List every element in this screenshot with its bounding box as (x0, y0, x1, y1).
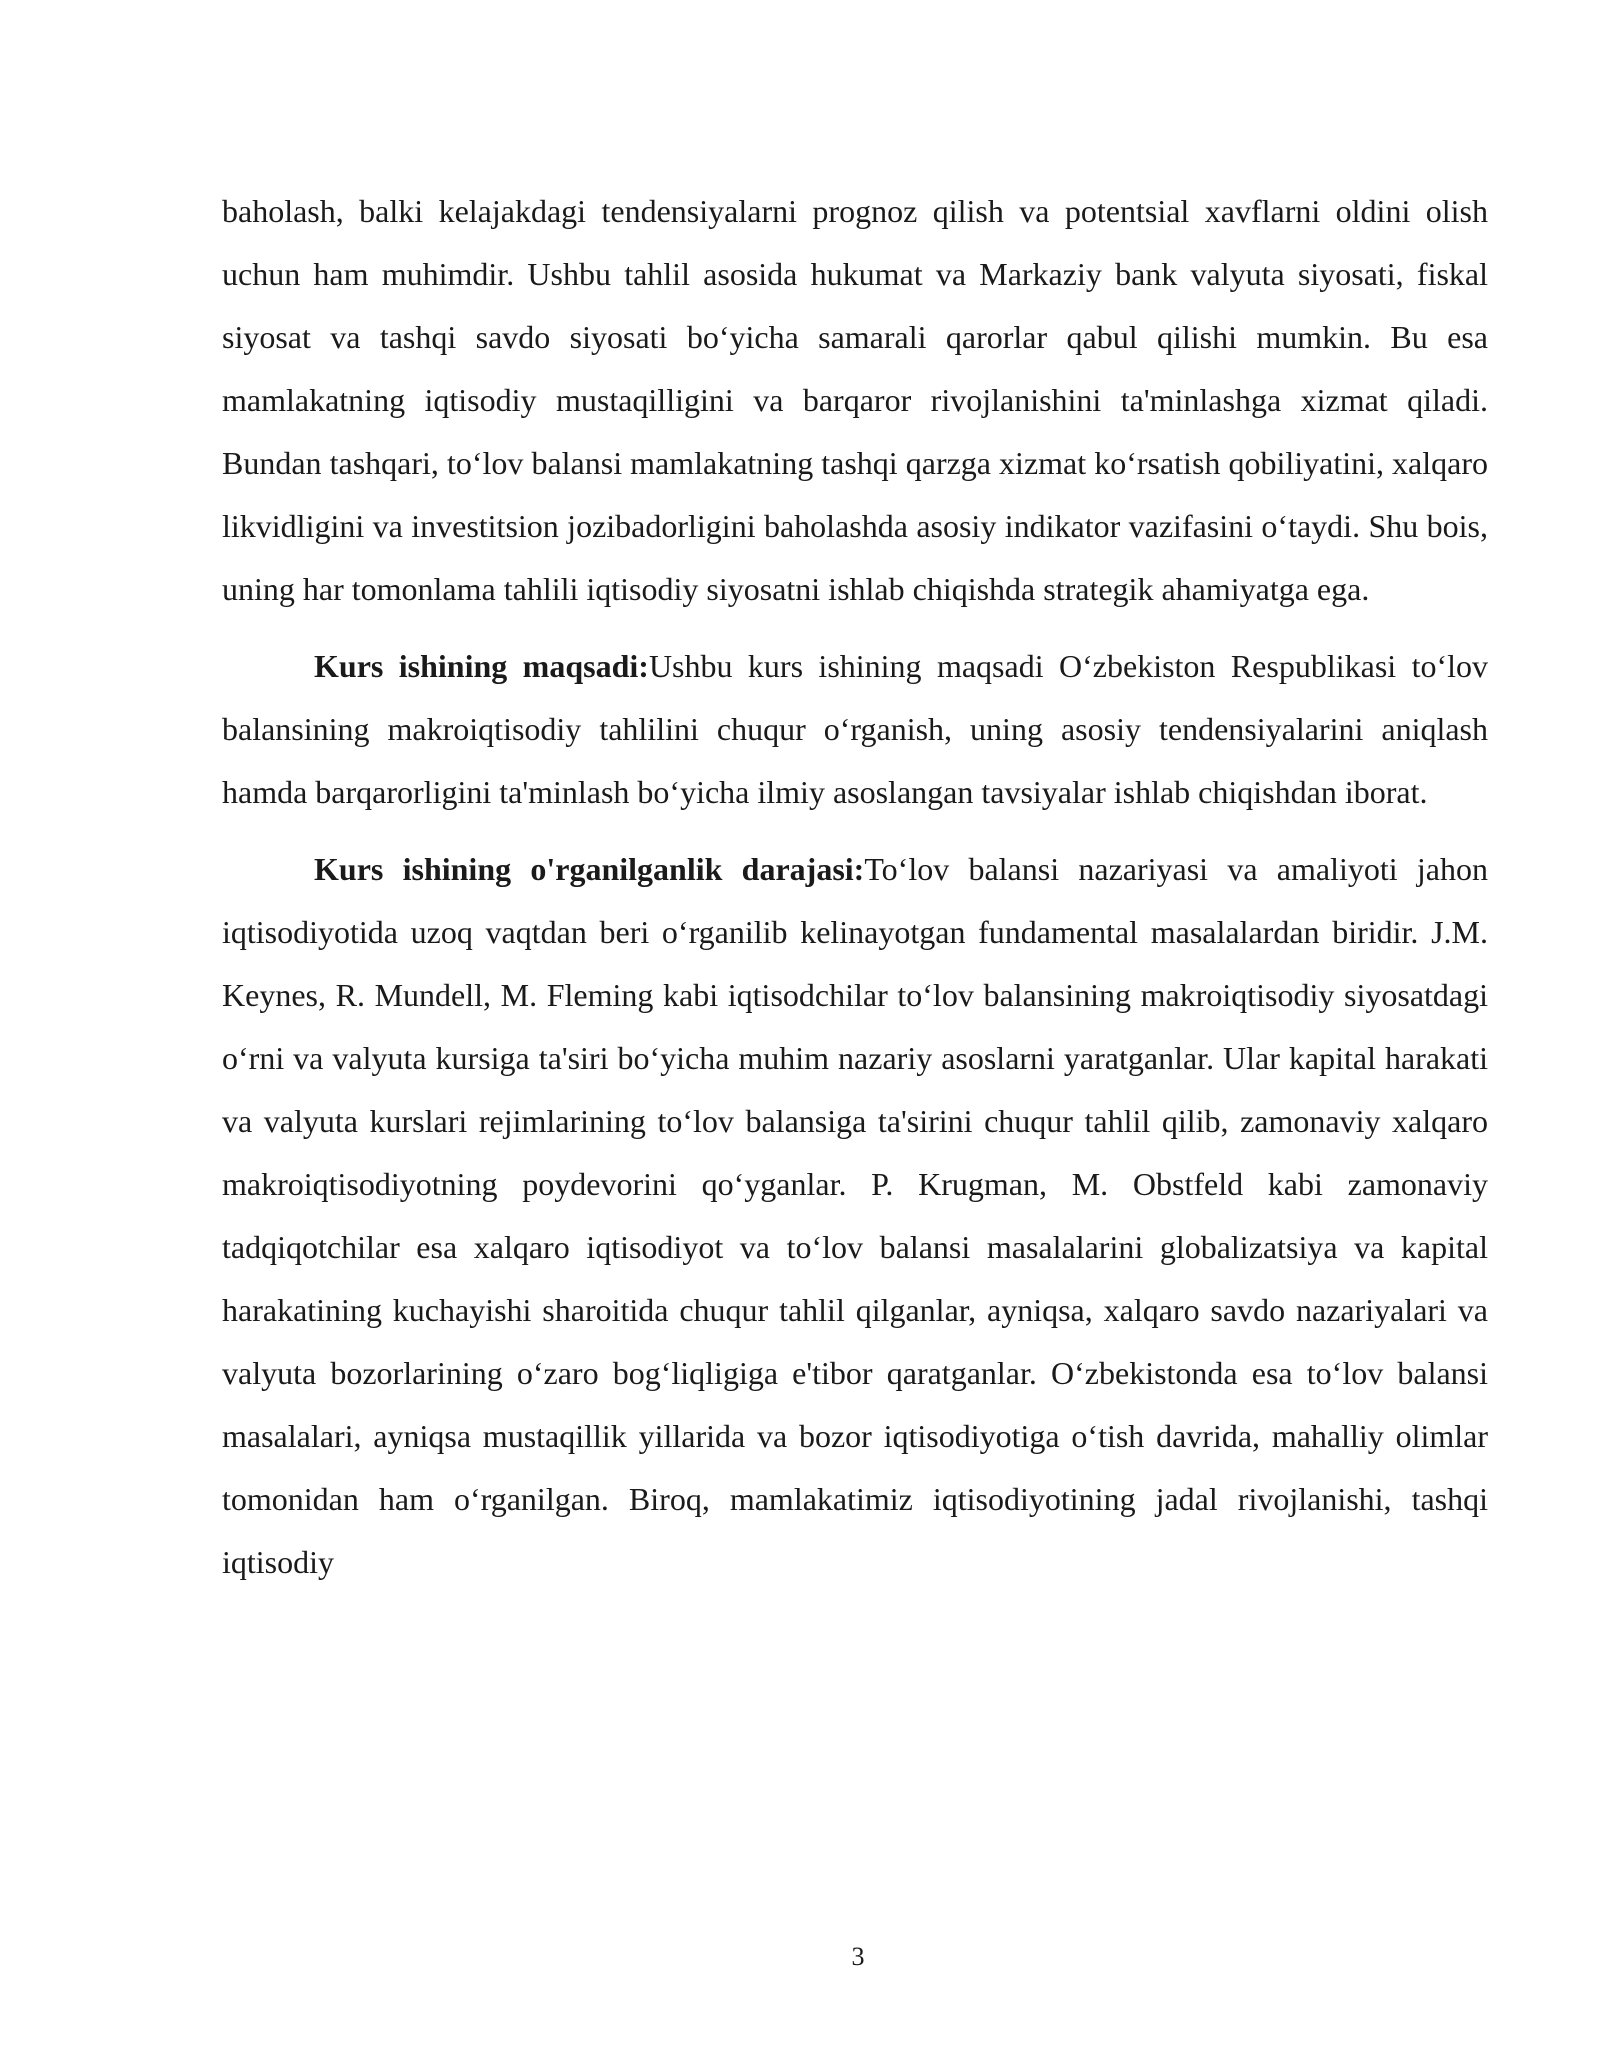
paragraph-label: Kurs ishining o'rganilganlik darajasi: (314, 851, 865, 887)
paragraph-purpose (222, 635, 1488, 824)
paragraph-continuation (222, 180, 1488, 621)
page-number: 3 (851, 1942, 865, 1971)
document-body (222, 180, 1488, 1594)
paragraph-text: Ushbu kurs ishining maqsadi O‘zbekiston Respublikasi to‘lov balansining makroiqtisodiy tahlilini chuqur o‘rganish, uning asosiy tendensiyalarini aniqlash hamda barqarorligini ta'minlash bo‘yicha ilmiy asoslangan tavsiyalar ishlab chiqishdan iborat. (222, 648, 1489, 810)
paragraph-text: To‘lov balansi nazariyasi va amaliyoti jahon iqtisodiyotida uzoq vaqtdan beri o‘rganilib kelinayotgan fundamental masalalardan biridir. J.M. Keynes, R. Mundell, M. Fleming kabi iqtisodchilar to‘lov balansining makroiqtisodiy siyosatdagi o‘rni va valyuta kursiga ta'siri bo‘yicha muhim nazariy asoslarni yaratganlar. Ular kapital harakati va valyuta kurslari rejimlarining to‘lov balansiga ta'sirini chuqur tahlil qilib, zamonaviy xalqaro makroiqtisodiyotning poydevorini qo‘yganlar. P. Krugman, M. Obstfeld kabi zamonaviy tadqiqotchilar esa xalqaro iqtisodiyot va to‘lov balansi masalalarini globalizatsiya va kapital harakatining kuchayishi sharoitida chuqur tahlil qilganlar, ayniqsa, xalqaro savdo nazariyalari va valyuta bozorlarining o‘zaro bog‘liqligiga e'tibor qaratganlar. O‘zbekistonda esa to‘lov balansi masalalari, ayniqsa mustaqillik yillarida va bozor iqtisodiyotiga o‘tish davrida, mahalliy olimlar tomonidan ham o‘rganilgan. Biroq, mamlakatimiz iqtisodiyotining jadal rivojlanishi, tashqi iqtisodiy (222, 851, 1489, 1580)
paragraph-study-level (222, 838, 1488, 1594)
paragraph-text: baholash, balki kelajakdagi tendensiyalarni prognoz qilish va potentsial xavflarni oldini olish uchun ham muhimdir. Ushbu tahlil asosida hukumat va Markaziy bank valyuta siyosati, fiskal siyosat va tashqi savdo siyosati bo‘yicha samarali qarorlar qabul qilishi mumkin. Bu esa mamlakatning iqtisodiy mustaqilligini va barqaror rivojlanishini ta'minlashga xizmat qiladi. Bundan tashqari, to‘lov balansi mamlakatning tashqi qarzga xizmat ko‘rsatish qobiliyatini, xalqaro likvidligini va investitsion jozibadorligini baholashda asosiy indikator vazifasini o‘taydi. Shu bois, uning har tomonlama tahlili iqtisodiy siyosatni ishlab chiqishda strategik ahamiyatga ega. (222, 193, 1488, 607)
paragraph-label: Kurs ishining maqsadi: (314, 648, 649, 684)
